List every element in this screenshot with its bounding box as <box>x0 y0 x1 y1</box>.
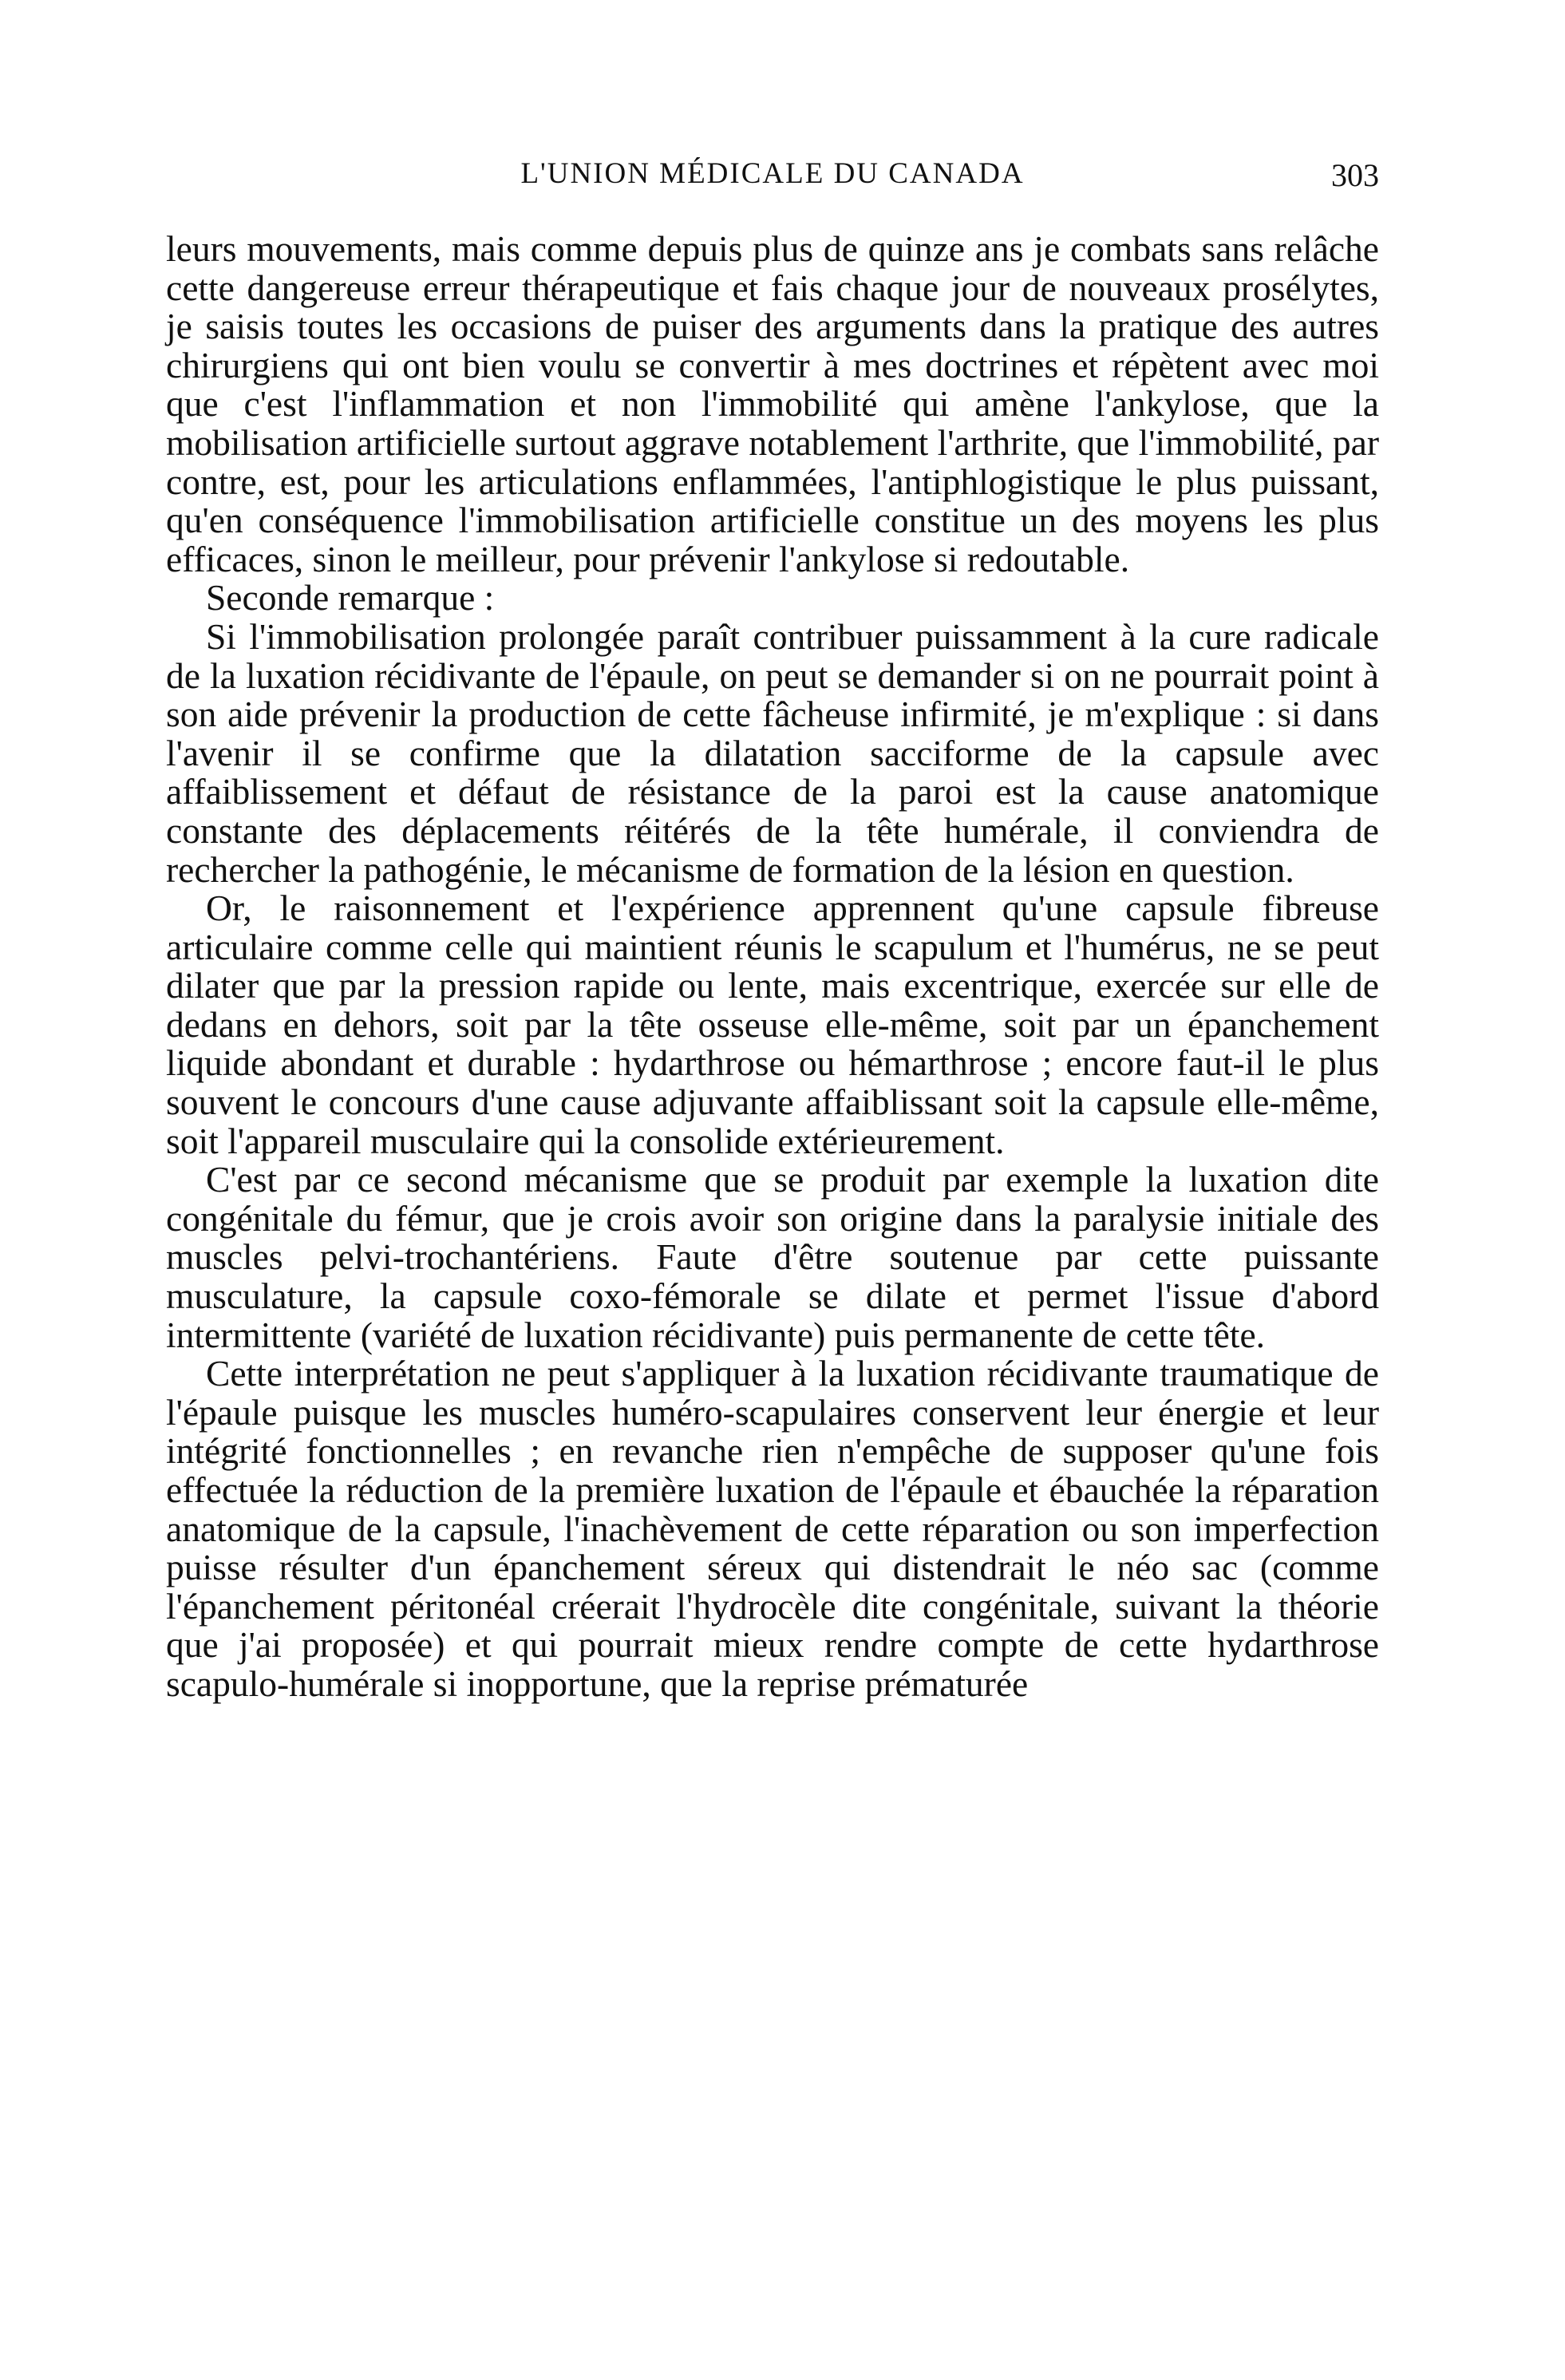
paragraph-1: leurs mouvements, mais comme depuis plus de quinze ans je combats sans relâche cette dangereuse erreur thérapeutique et fais chaque jour de nouveaux prosélytes, je saisis toutes les occasions de puiser des arguments dans la pratique des autres chirurgiens qui ont bien voulu se convertir à mes doctrines et répètent avec moi que c'est l'inflammation et non l'immobilité qui amène l'ankylose, que la mobilisation artificielle surtout aggrave notablement l'arthrite, que l'immobilité, par contre, est, pour les articulations enflammées, l'antiphlogistique le plus puissant, qu'en conséquence l'immobilisation artificielle constitue un des moyens les plus efficaces, sinon le meilleur, pour prévenir l'ankylose si redoutable. <box>166 228 1379 579</box>
paragraph-3: Si l'immobilisation prolongée paraît contribuer puissamment à la cure radicale de la luxation récidivante de l'épaule, on peut se demander si on ne pourrait point à son aide prévenir la production de cette fâcheuse infirmité, je m'explique : si dans l'avenir il se confirme que la dilatation sacciforme de la capsule avec affaiblissement et défaut de résistance de la paroi est la cause anatomique constante des déplacements réitérés de la tête humérale, il conviendra de rechercher la pathogénie, le mécanisme de formation de la lésion en question. <box>166 615 1379 890</box>
page-number: 303 <box>1331 157 1379 193</box>
running-head <box>166 156 1379 201</box>
paragraph-2: Seconde remarque : <box>206 577 495 619</box>
paragraph-6: Cette interprétation ne peut s'appliquer à la luxation récidivante traumatique de l'épaule puisque les muscles huméro-scapulaires conservent leur énergie et leur intégrité fonctionnelles ; en revanche rien n'empêche de supposer qu'une fois effectuée la réduction de la première luxation de l'épaule et ébauchée la réparation anatomique de la capsule, l'inachèvement de cette réparation ou son imperfection puisse résulter d'un épanchement séreux qui distendrait le néo sac (comme l'épanchement péritonéal créerait l'hydrocèle dite congénitale, suivant la théorie que j'ai proposée) et qui pourrait mieux rendre compte de cette hydarthrose scapulo-humérale si inopportune, que la reprise prématurée <box>166 1353 1379 1704</box>
paragraph-5: C'est par ce second mécanisme que se produit par exemple la luxation dite congénitale du fémur, que je crois avoir son origine dans la paralysie initiale des muscles pelvi-trochantériens. Faute d'être soutenue par cette puissante musculature, la capsule coxo-fémorale se dilate et permet l'issue d'abord intermittente (variété de luxation récidivante) puis permanente de cette tête. <box>166 1159 1379 1355</box>
paragraph-4: Or, le raisonnement et l'expérience apprennent qu'une capsule fibreuse articulaire comme celle qui maintient réunis le scapulum et l'humérus, ne se peut dilater que par la pression rapide ou lente, mais excentrique, exercée sur elle de dedans en dehors, soit par la tête osseuse elle-même, soit par un épanchement liquide abondant et durable : hydarthrose ou hémarthrose ; encore faut-il le plus souvent le concours d'une cause adjuvante affaiblissant soit la capsule elle-même, soit l'appareil musculaire qui la consolide extérieurement. <box>166 888 1379 1161</box>
body-text <box>166 230 1379 1704</box>
running-title: L'UNION MÉDICALE DU CANADA <box>520 157 1025 190</box>
